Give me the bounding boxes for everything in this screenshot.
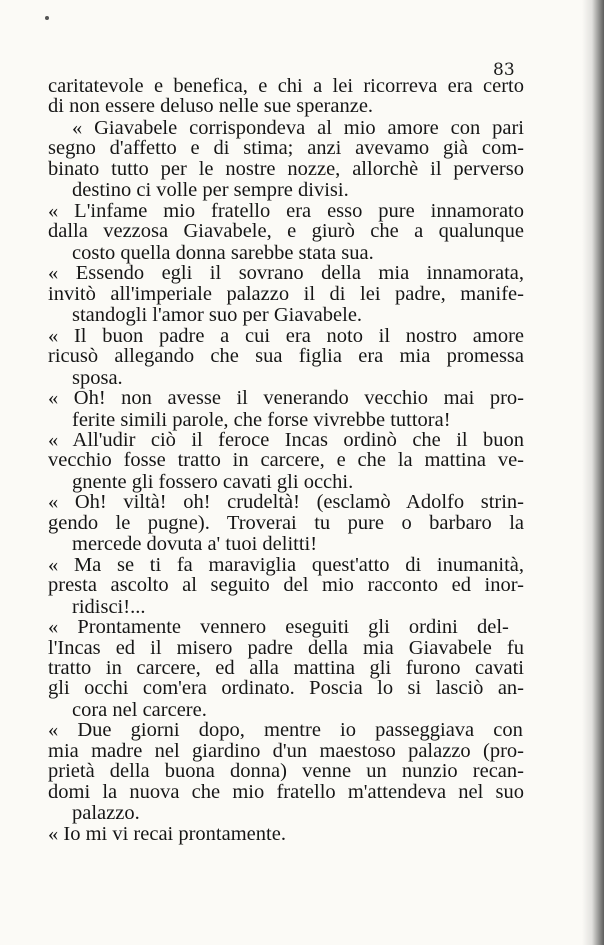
text-line: « Prontamente vennero eseguiti gli ordini del- <box>48 616 509 639</box>
text-line: « Due giorni dopo, mentre io passeggiava con <box>48 719 523 742</box>
text-line: tratto in carcere, ed alla mattina gli furono cavati <box>48 657 524 679</box>
text-line: ridisci!... <box>72 595 146 618</box>
page-number: 83 <box>493 60 515 80</box>
text-line: domi la nuova che mio fratello m'attendeva nel suo <box>48 780 524 803</box>
text-line: gnente gli fossero cavati gli occhi. <box>72 471 354 493</box>
text-line: binato tutto per le nostre nozze, allorchè il perverso <box>48 157 524 180</box>
text-line: caritatevole e benefica, e chi a lei ricorreva era certo <box>48 75 524 97</box>
text-line: prietà della buona donna) venne un nunzio recan- <box>48 760 524 783</box>
text-line: di non essere deluso nelle sue speranze. <box>48 95 374 118</box>
text-line: vecchio fosse tratto in carcere, e che la mattina ve- <box>48 449 524 472</box>
text-line: « Essendo egli il sovrano della mia innamorata, <box>48 262 524 285</box>
text-line: dalla vezzosa Giavabele, e giurò che a qualunque <box>48 220 524 243</box>
text-line: « All'udir ciò il feroce Incas ordinò che il buon <box>48 429 524 451</box>
text-line: destino ci volle per sempre divisi. <box>72 179 349 202</box>
text-line: gli occhi com'era ordinato. Poscia lo si lasciò an- <box>48 677 524 700</box>
text-line: segno d'affetto e di stima; anzi avevamo già com- <box>48 137 524 160</box>
text-line: cora nel carcere. <box>72 699 207 721</box>
text-line: standogli l'amor suo per Giavabele. <box>72 304 363 327</box>
text-line: palazzo. <box>72 802 140 825</box>
text-line: « Oh! non avesse il venerando vecchio mai pro- <box>48 387 524 409</box>
text-line: « Il buon padre a cui era noto il nostro amore <box>48 324 524 347</box>
text-line: costo quella donna sarebbe stata sua. <box>72 241 374 264</box>
text-line: ricusò allegando che sua figlia era mia promessa <box>48 345 524 367</box>
text-line: mercede dovuta a' tuoi delitti! <box>72 533 318 556</box>
text-line: « Ma se ti fa maraviglia quest'atto di inumanità, <box>48 553 524 576</box>
page-edge-shadow <box>582 0 604 945</box>
text-line: presta ascolto al seguito del mio racconto ed inor- <box>48 574 524 597</box>
text-line: « Oh! viltà! oh! crudeltà! (esclamò Adolfo strin- <box>48 491 524 514</box>
text-line: l'Incas ed il misero padre della mia Giavabele fu <box>48 636 524 659</box>
ink-spot <box>45 16 49 20</box>
text-line: ferite simili parole, che forse vivrebbe tuttora! <box>72 408 451 431</box>
text-line: « Giavabele corrispondeva al mio amore con pari <box>72 117 524 139</box>
text-line: mia madre nel giardino d'un maestoso palazzo (pro- <box>48 739 524 762</box>
text-line: « L'infame mio fratello era esso pure innamorato <box>48 199 524 222</box>
text-line: sposa. <box>72 366 123 389</box>
text-line: gendo le pugne). Troverai tu pure o barbaro la <box>48 511 524 534</box>
text-line: « Io mi vi recai prontamente. <box>48 822 286 845</box>
text-line: invitò all'imperiale palazzo il di lei padre, manife- <box>48 282 524 305</box>
